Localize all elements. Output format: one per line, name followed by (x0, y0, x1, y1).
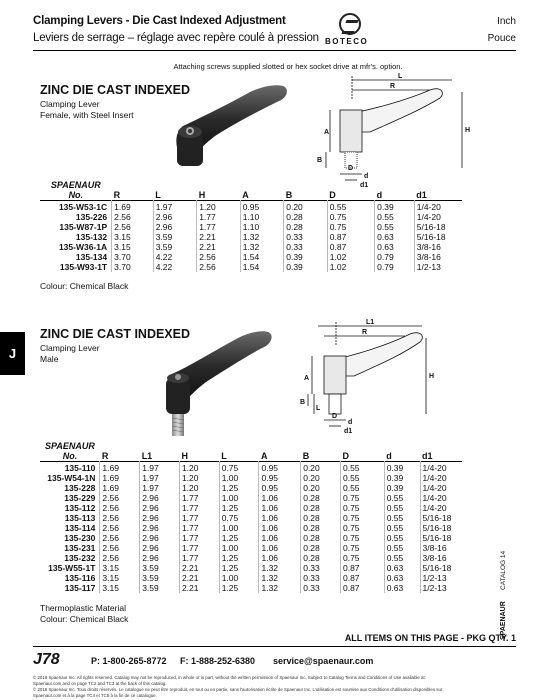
footer-fax: F: 1-888-252-6380 (180, 656, 256, 666)
dim-L: L (398, 73, 403, 80)
part-number-cell: 135-114 (64, 523, 96, 533)
dim-D2: D (332, 413, 338, 420)
value-cell: 0.33 (301, 563, 341, 573)
dim-H: H (465, 127, 471, 134)
value-cell: 0.28 (301, 523, 341, 533)
part-number-cell: 135-112 (64, 503, 96, 513)
col-h: H (198, 190, 206, 200)
value-cell: 2.96 (140, 523, 180, 533)
part-number-cell: 135-231 (64, 543, 96, 553)
value-cell: 0.75 (340, 523, 384, 533)
value-cell: 4.22 (153, 262, 197, 272)
dimension-drawing-male (300, 316, 472, 434)
value-cell: 1/4-20 (414, 201, 462, 213)
side-brand-label: SPAENAUR (500, 601, 507, 640)
table-female (40, 180, 462, 272)
value-cell: 0.95 (240, 201, 284, 213)
table-row (40, 553, 462, 563)
table-row (40, 493, 462, 503)
value-cell: 2.96 (140, 493, 180, 503)
value-cell: 3.15 (100, 583, 140, 593)
value-cell: 3.59 (140, 583, 180, 593)
value-cell: 1.32 (240, 242, 284, 252)
col-a: A (242, 190, 249, 200)
value-cell: 0.20 (301, 473, 341, 483)
value-cell: 2.56 (100, 503, 140, 513)
value-cell: 1.25 (219, 583, 259, 593)
section2-material: Thermoplastic Material (40, 603, 126, 613)
lever-photo-male-icon (150, 322, 280, 447)
header-title-fr: Leviers de serrage – réglage avec repère coulé à pression (33, 32, 319, 44)
part-number-cell: 135-W36-1A (58, 242, 108, 252)
dimension-drawing-female (312, 70, 472, 188)
dim-R2: R (362, 329, 368, 336)
value-cell: 1.77 (179, 503, 219, 513)
value-cell: 0.39 (375, 201, 415, 213)
col-l: L (155, 190, 161, 200)
value-cell: 1/2-13 (420, 573, 462, 583)
value-cell: 1.97 (140, 483, 180, 493)
value-cell: 0.55 (384, 513, 420, 523)
table-row (40, 573, 462, 583)
value-cell: 0.39 (284, 262, 328, 272)
value-cell: 0.55 (340, 462, 384, 474)
value-cell: 1.20 (179, 483, 219, 493)
value-cell: 0.75 (340, 513, 384, 523)
value-cell: 0.75 (327, 212, 374, 222)
value-cell: 1.69 (112, 201, 154, 213)
value-cell: 1.20 (179, 473, 219, 483)
value-cell: 0.39 (384, 473, 420, 483)
value-cell: 5/16-18 (420, 513, 462, 523)
value-cell: 0.55 (384, 533, 420, 543)
value-cell: 2.56 (112, 212, 154, 222)
value-cell: 1.02 (327, 252, 374, 262)
value-cell: 1.00 (219, 573, 259, 583)
fineprint-en: © 2018 Spaenaur Inc. All rights reserved. Catalog may not be reproduced, in whole or in part, without the written permission of Spaenaur Inc. Subject to Catalog Terms and Conditions of Use available at Spaenaur.com and on page TC2 and TC3 at the back of this catalog. (33, 675, 425, 686)
part-number-cell: 135-W93-1T (59, 262, 108, 272)
value-cell: 1/4-20 (414, 212, 462, 222)
value-cell: 2.21 (179, 563, 219, 573)
value-cell: 0.87 (327, 232, 374, 242)
dim-d1: d1 (360, 182, 369, 188)
side-catalog-label: CATALOG 14 (500, 550, 507, 590)
value-cell: 1/2-13 (414, 262, 462, 272)
col-no-label: No. (62, 451, 78, 461)
note-text: Attaching screws supplied slotted or hex socket drive at mfr's. option. (173, 62, 403, 71)
part-number-cell: 135-229 (64, 493, 96, 503)
col-spaenaur-label: SPAENAUR (45, 441, 95, 451)
value-cell: 1/4-20 (420, 462, 462, 474)
value-cell: 0.63 (384, 573, 420, 583)
value-cell: 2.21 (197, 242, 241, 252)
col-no-label: No. (68, 190, 84, 200)
table-row (40, 262, 462, 272)
value-cell: 0.75 (340, 553, 384, 563)
value-cell: 1.20 (179, 462, 219, 474)
value-cell: 0.63 (375, 242, 415, 252)
value-cell: 0.20 (301, 462, 341, 474)
value-cell: 0.75 (340, 493, 384, 503)
value-cell: 0.39 (384, 483, 420, 493)
value-cell: 1.25 (219, 503, 259, 513)
dim-D: D (348, 165, 354, 172)
table-row (40, 473, 462, 483)
value-cell: 2.56 (197, 252, 241, 262)
value-cell: 1.97 (140, 462, 180, 474)
value-cell: 1.32 (259, 563, 301, 573)
value-cell: 0.33 (284, 232, 328, 242)
value-cell: 2.96 (140, 513, 180, 523)
footer-phone[interactable]: P: 1-800-265-8772 (91, 656, 167, 666)
value-cell: 1.77 (197, 222, 241, 232)
table-row (40, 543, 462, 553)
value-cell: 2.56 (100, 493, 140, 503)
page-footer (33, 646, 516, 698)
col-l1: L1 (141, 451, 153, 461)
value-cell: 1.06 (259, 533, 301, 543)
col-h: H (181, 451, 188, 461)
dim-A2: A (304, 375, 310, 382)
value-cell: 0.33 (301, 583, 341, 593)
footer-email-link[interactable]: service@spaenaur.com (273, 656, 374, 666)
part-number-cell: 135-232 (64, 553, 96, 563)
value-cell: 1.00 (219, 523, 259, 533)
value-cell: 3.70 (112, 252, 154, 262)
value-cell: 2.56 (100, 553, 140, 563)
value-cell: 1.10 (240, 222, 284, 232)
value-cell: 0.87 (340, 573, 384, 583)
value-cell: 3/8-16 (414, 242, 462, 252)
part-number-cell: 135-W53-1C (58, 202, 108, 212)
table-row (40, 503, 462, 513)
value-cell: 1.20 (197, 201, 241, 213)
value-cell: 1.77 (179, 553, 219, 563)
table-row (40, 222, 462, 232)
value-cell: 2.96 (153, 212, 197, 222)
col-d: D (342, 451, 349, 461)
lever-photo-female-icon (155, 78, 295, 173)
pkg-qty-note: ALL ITEMS ON THIS PAGE - PKG QTY. 1 (344, 633, 516, 643)
value-cell: 5/16-18 (420, 523, 462, 533)
table-row (40, 583, 462, 593)
col-d1: d1 (422, 451, 433, 461)
value-cell: 0.55 (384, 553, 420, 563)
value-cell: 1.06 (259, 503, 301, 513)
table-row (40, 212, 462, 222)
dim-d: d (364, 173, 369, 180)
header-title-en: Clamping Levers - Die Cast Indexed Adjustment (33, 15, 286, 27)
page-number: J78 (33, 651, 60, 668)
value-cell: 0.95 (259, 473, 301, 483)
value-cell: 0.75 (340, 533, 384, 543)
col-spaenaur (40, 180, 112, 201)
value-cell: 0.95 (259, 462, 301, 474)
value-cell: 5/16-18 (420, 533, 462, 543)
value-cell: 0.87 (340, 563, 384, 573)
section2-colour: Colour: Chemical Black (40, 614, 129, 624)
value-cell: 1.32 (259, 583, 301, 593)
value-cell: 0.55 (384, 543, 420, 553)
value-cell: 1.54 (240, 252, 284, 262)
table-row (40, 533, 462, 543)
part-number-cell: 135-230 (64, 533, 96, 543)
dim-L1: L1 (366, 319, 375, 326)
value-cell: 1.77 (197, 212, 241, 222)
value-cell: 0.28 (301, 543, 341, 553)
dim-d1-2: d1 (344, 428, 353, 434)
value-cell: 1.06 (259, 493, 301, 503)
table-row (40, 242, 462, 252)
table-header-row (40, 180, 462, 201)
value-cell: 1.02 (327, 262, 374, 272)
page-header (33, 13, 516, 51)
value-cell: 2.56 (100, 543, 140, 553)
section1-subtitle2: Female, with Steel Insert (40, 110, 134, 120)
value-cell: 0.79 (375, 262, 415, 272)
value-cell: 1.97 (140, 473, 180, 483)
value-cell: 1.32 (240, 232, 284, 242)
value-cell: 3.15 (100, 573, 140, 583)
section2-subtitle1: Clamping Lever (40, 343, 100, 353)
section1-subtitle1: Clamping Lever (40, 99, 100, 109)
part-number-cell: 135-110 (64, 463, 96, 473)
value-cell: 3/8-16 (414, 252, 462, 262)
part-number-cell: 135-W87-1P (59, 222, 108, 232)
table-row (40, 523, 462, 533)
part-number-cell: 135-W54-1N (47, 473, 96, 483)
value-cell: 1/4-20 (420, 483, 462, 493)
value-cell: 5/16-18 (414, 222, 462, 232)
value-cell: 0.33 (284, 242, 328, 252)
value-cell: 0.75 (340, 543, 384, 553)
value-cell: 2.56 (197, 262, 241, 272)
value-cell: 1.77 (179, 493, 219, 503)
value-cell: 1.25 (219, 553, 259, 563)
value-cell: 3.70 (112, 262, 154, 272)
part-number-cell: 135-228 (64, 483, 96, 493)
value-cell: 0.63 (384, 583, 420, 593)
dim-A: A (324, 129, 330, 136)
value-cell: 0.55 (375, 222, 415, 232)
value-cell: 0.75 (219, 513, 259, 523)
value-cell: 0.39 (284, 252, 328, 262)
table-row (40, 483, 462, 493)
value-cell: 0.63 (375, 232, 415, 242)
value-cell: 1/4-20 (420, 503, 462, 513)
value-cell: 3.15 (112, 232, 154, 242)
part-number-cell: 135-117 (64, 583, 96, 593)
col-spaenaur (40, 441, 100, 462)
value-cell: 1.77 (179, 513, 219, 523)
value-cell: 1.77 (179, 543, 219, 553)
value-cell: 2.96 (140, 553, 180, 563)
section2-subtitle2: Male (40, 354, 59, 364)
section1-colour: Colour: Chemical Black (40, 281, 129, 291)
value-cell: 2.56 (112, 222, 154, 232)
value-cell: 4.22 (153, 252, 197, 262)
value-cell: 3/8-16 (420, 543, 462, 553)
dim-R: R (390, 83, 396, 90)
value-cell: 1.77 (179, 523, 219, 533)
value-cell: 0.55 (340, 473, 384, 483)
col-d: d (386, 451, 392, 461)
part-number-cell: 135-113 (64, 513, 96, 523)
value-cell: 1/4-20 (420, 473, 462, 483)
section-tab-j[interactable]: J (0, 332, 25, 375)
value-cell: 0.87 (327, 242, 374, 252)
value-cell: 3.59 (153, 232, 197, 242)
value-cell: 3.59 (140, 563, 180, 573)
value-cell: 0.55 (340, 483, 384, 493)
value-cell: 2.56 (100, 523, 140, 533)
value-cell: 1.25 (219, 533, 259, 543)
value-cell: 1.77 (179, 533, 219, 543)
value-cell: 2.96 (153, 222, 197, 232)
footer-fineprint (33, 675, 453, 699)
section2-title: ZINC DIE CAST INDEXED (40, 327, 191, 341)
dim-B2: B (300, 399, 306, 406)
col-a: A (260, 451, 268, 461)
value-cell: 0.75 (340, 503, 384, 513)
value-cell: 0.28 (284, 222, 328, 232)
col-d1: d1 (416, 190, 427, 200)
value-cell: 5/16-18 (414, 232, 462, 242)
table-row (40, 462, 462, 474)
value-cell: 3.59 (140, 573, 180, 583)
value-cell: 0.63 (384, 563, 420, 573)
col-l: L (221, 451, 227, 461)
value-cell: 0.28 (301, 533, 341, 543)
value-cell: 0.75 (219, 462, 259, 474)
value-cell: 0.55 (384, 523, 420, 533)
value-cell: 0.55 (375, 212, 415, 222)
value-cell: 5/16-18 (420, 563, 462, 573)
fineprint-fr: © 2018 Spaenaur Inc. Tous droits réservés. Le catalogue ne peut être reproduit, en tout ou en partie, sans l'autorisation écrite de Spaenaur Inc. L'utilisation est soumise aux Conditions d'utilisation disponibles sur Spaenaur.com et à la page TC4 et TC5 à la fin de ce catalogue. (33, 687, 443, 698)
col-r: R (101, 451, 109, 461)
value-cell: 3/8-16 (420, 553, 462, 563)
dim-B: B (317, 157, 323, 164)
value-cell: 2.96 (140, 533, 180, 543)
value-cell: 0.79 (375, 252, 415, 262)
value-cell: 1.00 (219, 543, 259, 553)
table-row (40, 563, 462, 573)
section1-title: ZINC DIE CAST INDEXED (40, 83, 191, 97)
value-cell: 2.21 (179, 573, 219, 583)
dim-d2: d (348, 419, 353, 426)
part-number-cell: 135-132 (75, 232, 108, 242)
value-cell: 1.00 (219, 493, 259, 503)
value-cell: 1.69 (100, 483, 140, 493)
value-cell: 2.21 (197, 232, 241, 242)
table-row (40, 232, 462, 242)
value-cell: 0.28 (301, 493, 341, 503)
value-cell: 0.28 (301, 513, 341, 523)
value-cell: 1/2-13 (420, 583, 462, 593)
logo-mark-icon (339, 13, 361, 35)
value-cell: 1.06 (259, 543, 301, 553)
value-cell: 3.59 (153, 242, 197, 252)
value-cell: 0.95 (259, 483, 301, 493)
value-cell: 1.32 (259, 573, 301, 583)
value-cell: 0.28 (301, 503, 341, 513)
value-cell: 1.06 (259, 553, 301, 563)
value-cell: 2.56 (100, 513, 140, 523)
value-cell: 1.25 (219, 483, 259, 493)
value-cell: 2.56 (100, 533, 140, 543)
value-cell: 1.10 (240, 212, 284, 222)
value-cell: 0.55 (384, 503, 420, 513)
value-cell: 1/4-20 (420, 493, 462, 503)
value-cell: 1.97 (153, 201, 197, 213)
value-cell: 2.21 (179, 583, 219, 593)
logo-word: BOTECO (325, 37, 369, 46)
table-header-row (40, 441, 462, 462)
value-cell: 1.69 (100, 462, 140, 474)
table-row (40, 252, 462, 262)
part-number-cell: 135-134 (75, 252, 108, 262)
value-cell: 1.69 (100, 473, 140, 483)
value-cell: 1.25 (219, 563, 259, 573)
value-cell: 0.39 (384, 462, 420, 474)
value-cell: 2.96 (140, 543, 180, 553)
value-cell: 0.55 (327, 201, 374, 213)
value-cell: 0.75 (327, 222, 374, 232)
value-cell: 2.96 (140, 503, 180, 513)
dim-H2: H (429, 373, 435, 380)
table-row (40, 513, 462, 523)
value-cell: 0.28 (284, 212, 328, 222)
table-male (40, 441, 462, 593)
part-number-cell: 135-116 (64, 573, 96, 583)
value-cell: 1.06 (259, 513, 301, 523)
value-cell: 1.06 (259, 523, 301, 533)
unit-fr: Pouce (487, 33, 516, 44)
value-cell: 1.54 (240, 262, 284, 272)
value-cell: 3.15 (112, 242, 154, 252)
value-cell: 0.20 (301, 483, 341, 493)
col-b: B (285, 190, 293, 200)
part-number-cell: 135-W55-1T (48, 563, 96, 573)
col-b: B (302, 451, 310, 461)
value-cell: 3.15 (100, 563, 140, 573)
col-d: d (376, 190, 383, 200)
value-cell: 0.87 (340, 583, 384, 593)
dim-L2: L (316, 405, 321, 412)
col-d: D (329, 190, 336, 200)
value-cell: 0.28 (301, 553, 341, 563)
boteco-logo (325, 13, 381, 51)
part-number-cell: 135-226 (75, 212, 108, 222)
value-cell: 0.20 (284, 201, 328, 213)
value-cell: 0.33 (301, 573, 341, 583)
value-cell: 0.55 (384, 493, 420, 503)
table-row (40, 201, 462, 213)
unit-en: Inch (497, 16, 516, 27)
col-spaenaur-label: SPAENAUR (50, 180, 101, 190)
col-r: R (113, 190, 121, 200)
value-cell: 1.00 (219, 473, 259, 483)
